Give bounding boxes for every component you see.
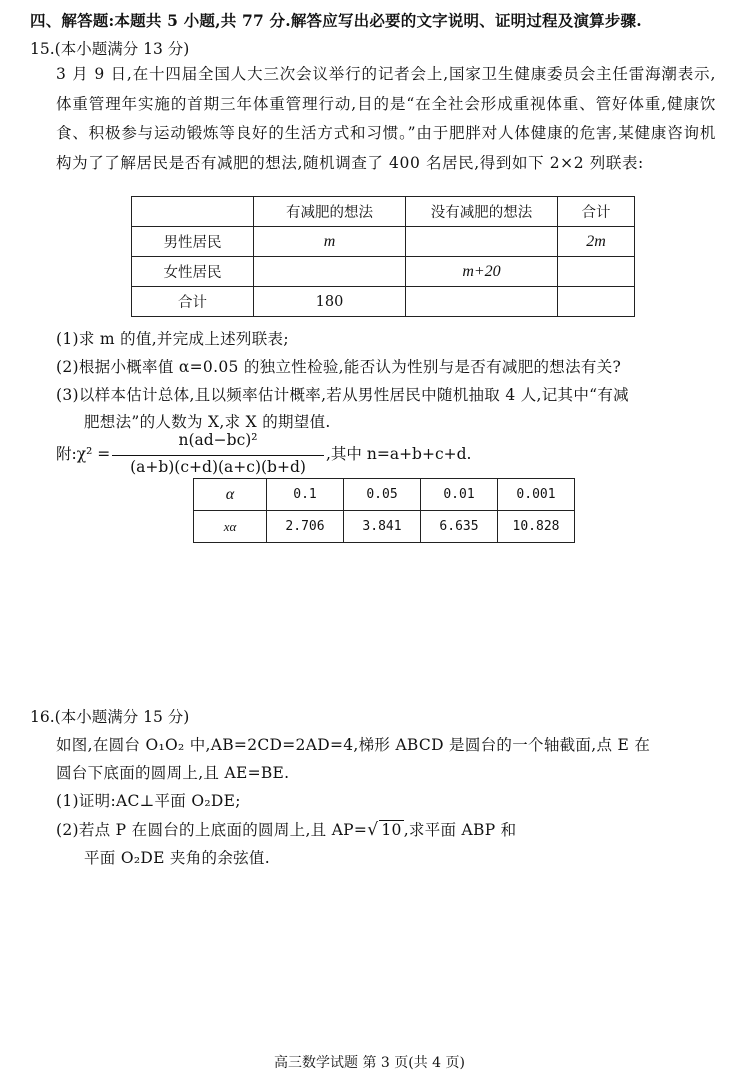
question-16-number: 16. [30, 708, 55, 726]
table-cell [254, 257, 406, 287]
question-16-score: (本小题满分 15 分) [54, 708, 190, 726]
question-15-part-3-continued: 肥想法”的人数为 X,求 X 的期望值. [84, 413, 331, 431]
table-cell: 10.828 [498, 511, 575, 543]
x-alpha-header: xα [194, 511, 267, 543]
fraction-denominator: (a+b)(c+d)(a+c)(b+d) [130, 458, 306, 476]
table-row [132, 227, 635, 257]
question-16-header [30, 705, 189, 727]
table-row [194, 511, 575, 543]
question-16-part-2-text-end: ,求平面 ABP 和 [403, 821, 517, 839]
formula-prefix: 附:χ² = [56, 445, 111, 463]
fraction-numerator: n(ad−bc)² [178, 431, 258, 449]
table-cell: 0.05 [344, 479, 421, 511]
table-cell: 0.1 [267, 479, 344, 511]
table-cell: 6.635 [421, 511, 498, 543]
table-header-cell: 合计 [558, 197, 635, 227]
question-16-part-2 [56, 818, 516, 840]
table-cell: 2m [558, 227, 635, 257]
table-header-cell: 没有减肥的想法 [406, 197, 558, 227]
sqrt-radicand: 10 [381, 821, 402, 839]
critical-value-table [193, 478, 575, 543]
table-cell [406, 227, 558, 257]
page-footer: 高三数学试题 第 3 页(共 4 页) [274, 1055, 465, 1071]
table-cell: m+20 [406, 257, 558, 287]
contingency-table [131, 196, 635, 317]
question-15-number: 15. [30, 40, 55, 58]
table-row [132, 257, 635, 287]
chi-square-fraction [112, 431, 324, 483]
table-header-cell: 有减肥的想法 [254, 197, 406, 227]
table-cell: 0.01 [421, 479, 498, 511]
question-15-part-3: (3)以样本估计总体,且以频率估计概率,若从男性居民中随机抽取 4 人,记其中“有减 [56, 386, 629, 404]
question-16-body-line-1: 如图,在圆台 O₁O₂ 中,AB=2CD=2AD=4,梯形 ABCD 是圆台的一个轴截面,点 E 在 [56, 736, 651, 754]
question-16-body-line-2: 圆台下底面的圆周上,且 AE=BE. [56, 764, 290, 782]
fraction-bar [112, 455, 324, 456]
table-row [194, 479, 575, 511]
table-cell: 合计 [132, 287, 254, 317]
question-15-body: 3 月 9 日,在十四届全国人大三次会议举行的记者会上,国家卫生健康委员会主任雷海潮表示,体重管理年实施的首期三年体重管理行动,目的是“在全社会形成重视体重、管好体重,健康饮食、积极参与运动锻炼等良好的生活方式和习惯。”由于肥胖对人体健康的危害,某健康咨询机构为了了解居民是否有减肥的想法,随机调查了 400 名居民,得到如下 2×2 列联表: [56, 65, 716, 172]
section-heading: 四、解答题:本题共 5 小题,共 77 分.解答应写出必要的文字说明、证明过程及演算步骤. [30, 11, 642, 30]
table-cell: 0.001 [498, 479, 575, 511]
table-cell: 180 [254, 287, 406, 317]
alpha-header: α [194, 479, 267, 511]
table-cell [558, 287, 635, 317]
question-15-part-1: (1)求 m 的值,并完成上述列联表; [56, 330, 289, 348]
question-16-part-2-text: (2)若点 P 在圆台的上底面的圆周上,且 AP= [56, 821, 368, 839]
table-cell: 女性居民 [132, 257, 254, 287]
table-cell: m [254, 227, 406, 257]
table-row [132, 287, 635, 317]
table-cell: 2.706 [267, 511, 344, 543]
formula-suffix: ,其中 n=a+b+c+d. [326, 445, 472, 463]
table-header-cell [132, 197, 254, 227]
question-15-score: (本小题满分 13 分) [54, 40, 190, 58]
table-cell [558, 257, 635, 287]
table-cell [406, 287, 558, 317]
table-header-row [132, 197, 635, 227]
question-16-part-1: (1)证明:AC⊥平面 O₂DE; [56, 792, 241, 810]
question-15-header [30, 37, 189, 59]
question-16-part-2-continued: 平面 O₂DE 夹角的余弦值. [84, 849, 270, 867]
table-cell: 男性居民 [132, 227, 254, 257]
table-cell: 3.841 [344, 511, 421, 543]
question-15-part-2: (2)根据小概率值 α=0.05 的独立性检验,能否认为性别与是否有减肥的想法有关? [56, 358, 622, 376]
sqrt-sign: √ [367, 820, 379, 840]
